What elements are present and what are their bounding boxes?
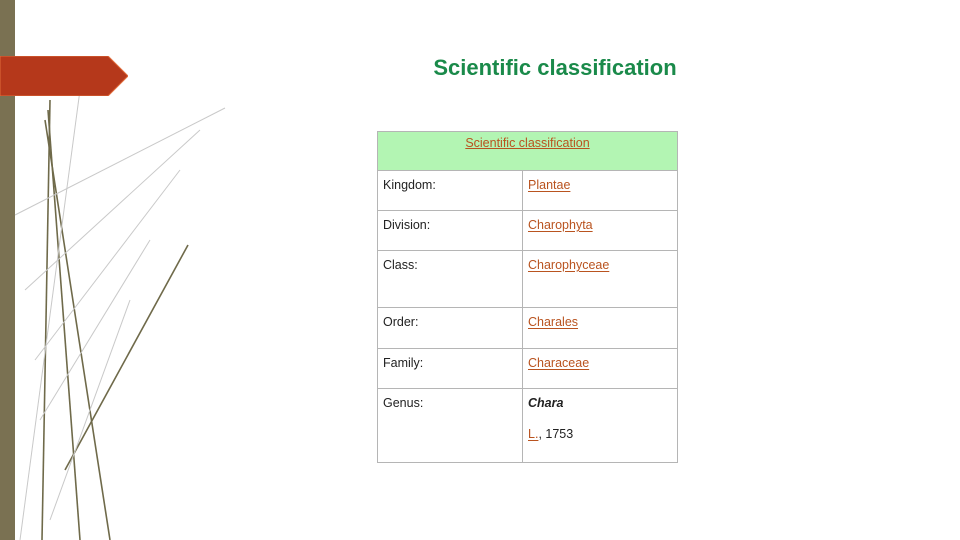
class-value-cell <box>523 251 678 308</box>
division-link[interactable]: Charophyta <box>528 218 593 232</box>
class-link[interactable]: Charophyceae <box>528 258 610 272</box>
slide-title: Scientific classification <box>433 55 677 80</box>
table-row <box>378 389 678 463</box>
family-label: Family: <box>378 349 523 389</box>
header-link[interactable]: Scientific classification <box>465 136 590 150</box>
table-row <box>378 308 678 349</box>
genus-value-cell <box>523 389 678 463</box>
genus-authority <box>528 427 677 441</box>
genus-label: Genus: <box>378 389 523 463</box>
table-header <box>378 132 678 171</box>
table-header-row <box>378 132 678 171</box>
family-link[interactable]: Characeae <box>528 356 590 370</box>
table-row <box>378 251 678 308</box>
order-label: Order: <box>378 308 523 349</box>
genus-name: Chara <box>528 396 564 410</box>
division-value-cell <box>523 211 678 251</box>
family-value-cell <box>523 349 678 389</box>
kingdom-link[interactable]: Plantae <box>528 178 571 192</box>
class-label: Class: <box>378 251 523 308</box>
table-row <box>378 211 678 251</box>
classification-table <box>377 131 678 463</box>
table-row <box>378 349 678 389</box>
order-link[interactable]: Charales <box>528 315 579 329</box>
authority-link[interactable]: L. <box>528 427 539 441</box>
table-row <box>378 171 678 211</box>
kingdom-label: Kingdom: <box>378 171 523 211</box>
order-value-cell <box>523 308 678 349</box>
kingdom-value-cell <box>523 171 678 211</box>
division-label: Division: <box>378 211 523 251</box>
authority-year: , 1753 <box>538 427 574 441</box>
